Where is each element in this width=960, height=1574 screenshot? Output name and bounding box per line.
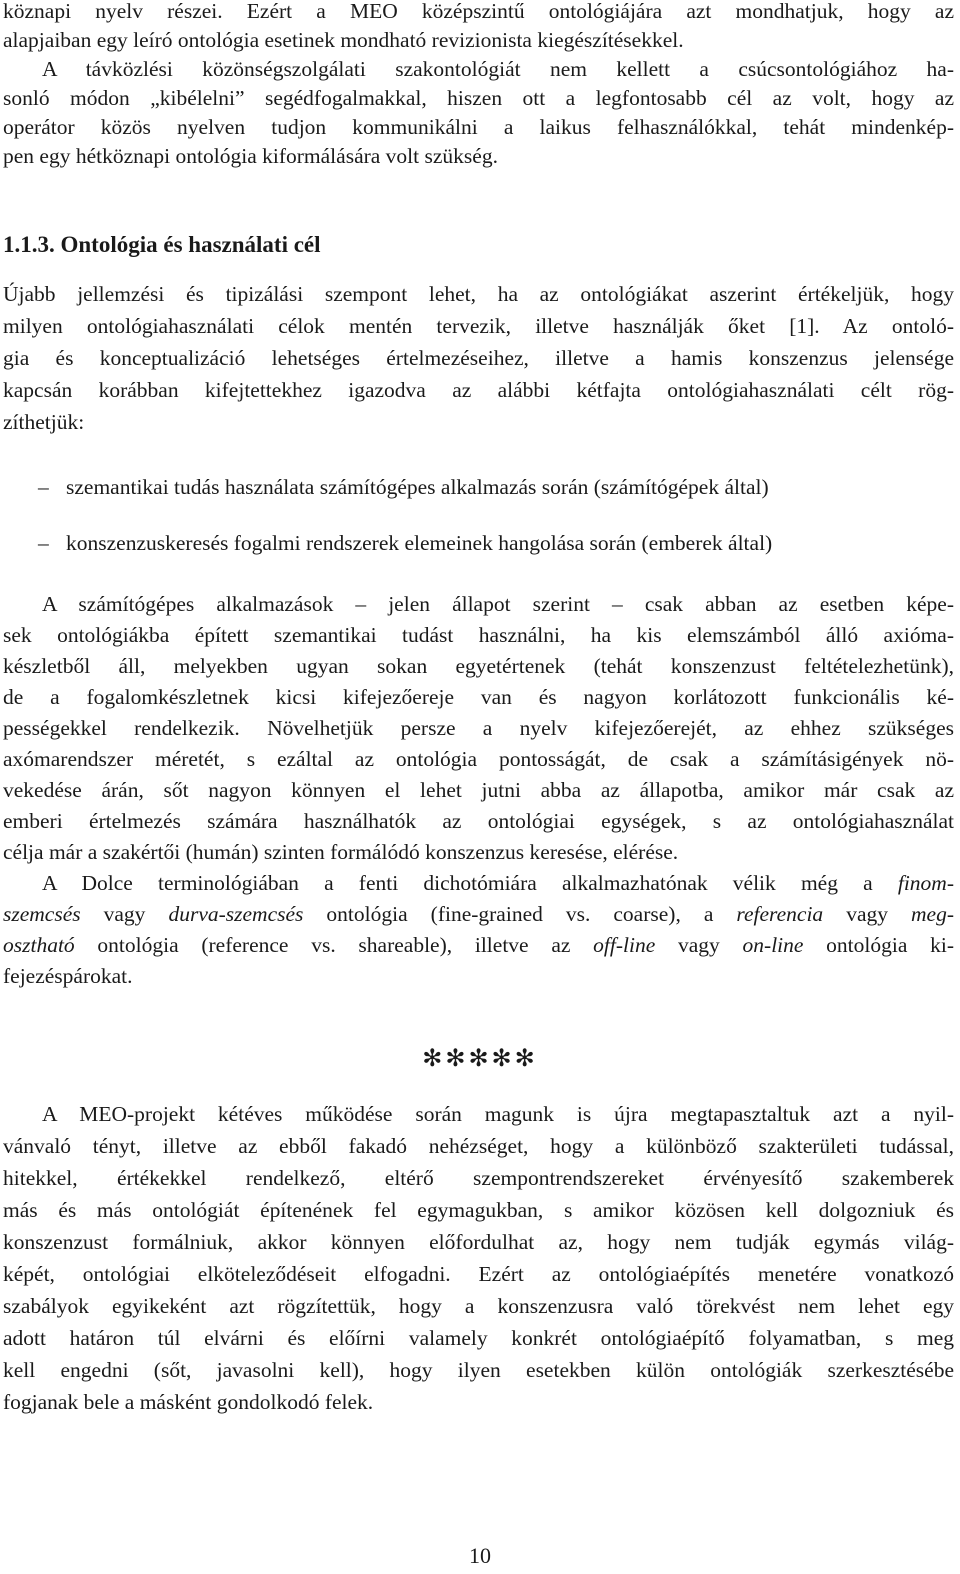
text-span: vagy: [655, 933, 743, 957]
text-span: vagy: [80, 902, 169, 926]
text-line: kapcsán korábban kifejtettekhez igazodva az alábbi kétfajta ontológiahasználati célt rög-: [3, 378, 954, 402]
italic-term: off-line: [593, 933, 656, 957]
text-line: zíthetjük:: [3, 410, 85, 434]
list-item: [38, 473, 769, 501]
page-number: 10: [469, 1543, 491, 1568]
text-line: más és más ontológiát építenének fel egymagukban, s amikor közösen kell dolgozniuk és: [3, 1198, 954, 1222]
text-line: célja már a szakértői (humán) szinten formálódó konszenzus keresése, elérése.: [3, 840, 679, 864]
text-span: A Dolce terminológiában a fenti dichotómiára alkalmazhatónak vélik még a: [42, 871, 898, 895]
text-line: szabályok egyikeként azt rögzítettük, hogy a konszenzusra való törekvést nem lehet egy: [3, 1294, 954, 1318]
text-line: adott határon túl elvárni és előírni valamely konkrét ontológiaépítő folyamatban, s meg: [3, 1326, 954, 1350]
text-line: vánvaló tényt, illetve az ebből fakadó nehézséget, hogy a különböző szakterületi tudással,: [3, 1134, 954, 1158]
text-line: operátor közös nyelven tudjon kommunikálni a laikus felhasználókkal, tehát mindenkép-: [3, 115, 954, 139]
text-line: emberi értelmezés számára használhatók az ontológiai egységek, s az ontológiahasználat: [3, 809, 954, 833]
text-line: alapjaiban egy leíró ontológia esetinek mondható revizionista kiegészítésekkel.: [3, 28, 684, 52]
italic-term: durva-szemcsés: [168, 902, 304, 926]
dash-marker: –: [38, 531, 49, 555]
text-span: ontológia (fine-grained vs. coarse), a: [303, 902, 737, 926]
text-line: sonló módon „kibélelni” segédfogalmakkal, hiszen ott a legfontosabb cél az volt, hogy az: [3, 86, 954, 110]
text-line: [3, 900, 954, 928]
text-line: kell engedni (sőt, javasolni kell), hogy ilyen esetekben külön ontológiák szerkesztésébe: [3, 1358, 954, 1382]
text-line: képét, ontológiai elköteleződéseit elfogadni. Ezért az ontológiaépítés menetére vonatkozó: [3, 1262, 954, 1286]
italic-term: meg-: [911, 902, 954, 926]
text-line: [3, 931, 954, 959]
text-line: készletből áll, melyekben ugyan sokan egyetértenek (tehát konszenzust feltételezhetünk),: [3, 654, 954, 678]
text-line: Újabb jellemzési és tipizálási szempont lehet, ha az ontológiákat aszerint értékeljük, hogy: [3, 282, 954, 306]
text-span: ontológia (reference vs. shareable), illetve az: [74, 933, 594, 957]
text-line: gia és konceptualizáció lehetséges értelmezéseihez, illetve a hamis konszenzus jelensége: [3, 346, 954, 370]
italic-term: referencia: [736, 902, 824, 926]
text-line: [42, 869, 954, 897]
italic-term: on-line: [742, 933, 804, 957]
text-line: A távközlési közönségszolgálati szakontológiát nem kellett a csúcsontológiához ha-: [42, 57, 954, 81]
section-heading: 1.1.3. Ontológia és használati cél: [3, 232, 321, 257]
text-line: milyen ontológiahasználati célok mentén tervezik, illetve használják őket [1]. Az ontoló-: [3, 314, 954, 338]
italic-term: szemcsés: [3, 902, 81, 926]
text-line: fogjanak bele a másként gondolkodó felek.: [3, 1390, 374, 1414]
text-line: konszenzust formálniuk, akkor könnyen előfordulhat az, hogy nem tudják egymás világ-: [3, 1230, 954, 1254]
italic-term: osztható: [3, 933, 75, 957]
list-item: [38, 529, 772, 557]
text-line: pen egy hétköznapi ontológia kiformálására volt szükség.: [3, 144, 498, 168]
text-line: A MEO-projekt kétéves működése során magunk is újra megtapasztaltuk azt a nyil-: [42, 1102, 954, 1126]
text-span: ontológia ki-: [803, 933, 954, 957]
text-line: köznapi nyelv részei. Ezért a MEO középszintű ontológiájára azt mondhatjuk, hogy az: [3, 0, 954, 23]
section-separator: ✻✻✻✻✻: [422, 1044, 538, 1072]
dash-marker: –: [38, 475, 49, 499]
text-line: fejezéspárokat.: [3, 964, 133, 988]
text-span: vagy: [823, 902, 912, 926]
text-line: axómarendszer méretét, s ezáltal az ontológia pontosságát, de csak a számításigények nö-: [3, 747, 954, 771]
text-line: pességekkel rendelkezik. Növelhetjük persze a nyelv kifejezőerejét, az ehhez szükséges: [3, 716, 954, 740]
list-item-text: szemantikai tudás használata számítógépes alkalmazás során (számítógépek által): [66, 475, 769, 499]
text-line: vekedése árán, sőt nagyon könnyen el lehet jutni abba az állapotba, amikor már csak az: [3, 778, 954, 802]
text-line: hitekkel, értékekkel rendelkező, eltérő szempontrendszereket érvényesítő szakemberek: [3, 1166, 954, 1190]
italic-term: finom-: [897, 871, 954, 895]
text-line: sek ontológiákba épített szemantikai tudást használni, ha kis elemszámból álló axióma-: [3, 623, 954, 647]
list-item-text: konszenzuskeresés fogalmi rendszerek elemeinek hangolása során (emberek által): [66, 531, 773, 555]
text-line: A számítógépes alkalmazások – jelen állapot szerint – csak abban az esetben képe-: [42, 592, 954, 616]
text-line: de a fogalomkészletnek kicsi kifejezőereje van és nagyon korlátozott funkcionális ké-: [3, 685, 954, 709]
